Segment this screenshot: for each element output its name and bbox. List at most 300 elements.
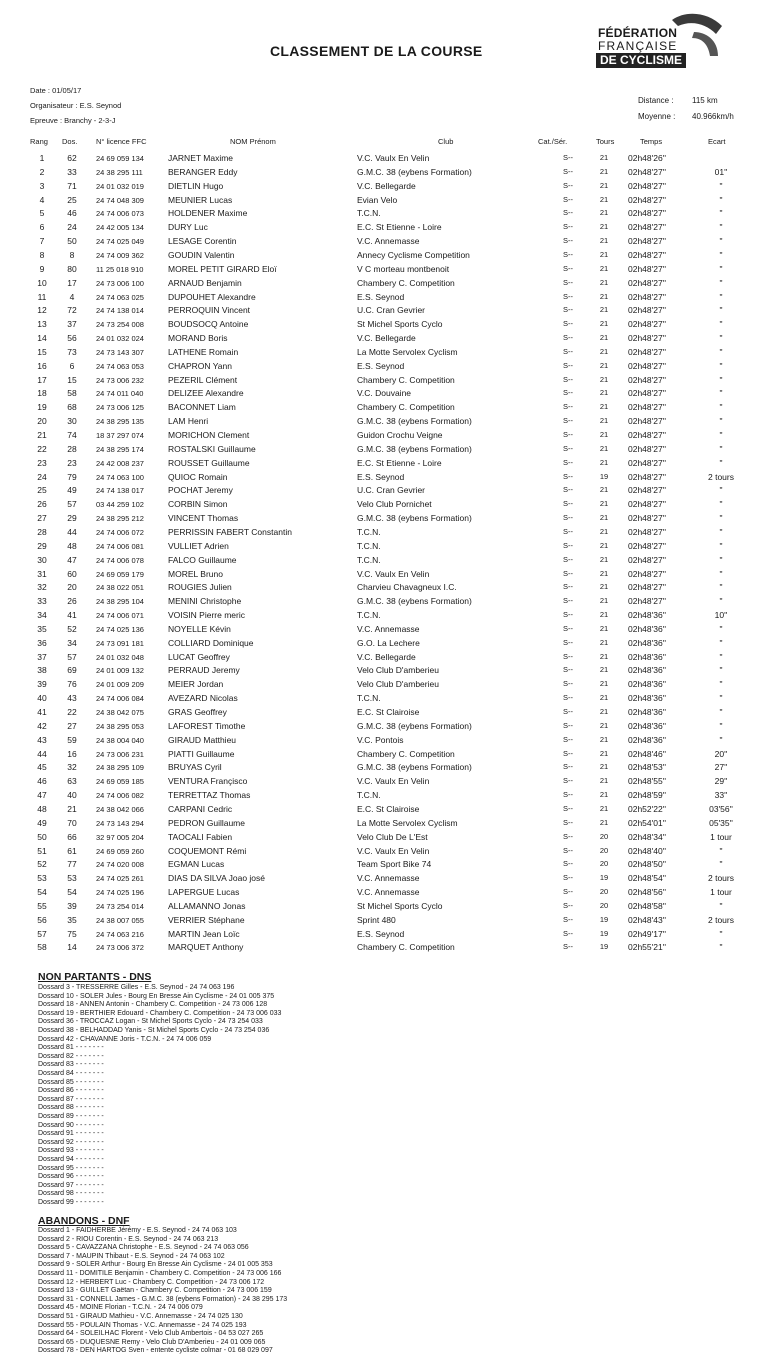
rider-name-cell: TAOCALI Fabien bbox=[168, 831, 233, 842]
club-cell: Velo Club Pornichet bbox=[357, 499, 432, 510]
rider-name-cell: QUIOC Romain bbox=[168, 471, 228, 482]
laps-cell: 20 bbox=[599, 845, 609, 855]
rank-cell: 40 bbox=[37, 693, 47, 704]
time-cell: 02h48'27'' bbox=[628, 346, 666, 357]
laps-cell: 21 bbox=[599, 540, 609, 550]
club-cell: Evian Velo bbox=[357, 194, 398, 205]
rank-cell: 49 bbox=[37, 817, 47, 828]
bib-cell: 14 bbox=[67, 942, 77, 953]
category-cell: S-- bbox=[563, 416, 573, 426]
page-title: CLASSEMENT DE LA COURSE bbox=[270, 43, 483, 59]
club-cell: V.C. Vaulx En Velin bbox=[357, 776, 430, 787]
rank-cell: 24 bbox=[37, 471, 47, 482]
bib-cell: 57 bbox=[67, 499, 77, 510]
time-cell: 02h48'27'' bbox=[628, 360, 666, 371]
time-cell: 02h48'36'' bbox=[628, 623, 666, 634]
rank-cell: 50 bbox=[37, 831, 47, 842]
time-cell: 02h48'27'' bbox=[628, 457, 666, 468]
table-row bbox=[0, 333, 768, 347]
rank-cell: 58 bbox=[37, 942, 47, 953]
rider-name-cell: GIRAUD Matthieu bbox=[168, 734, 237, 745]
bib-cell: 21 bbox=[67, 803, 77, 814]
list-item: Dossard 88 - - - - - - - bbox=[38, 1104, 104, 1112]
club-cell: G.M.C. 38 (eybens Formation) bbox=[357, 720, 472, 731]
gap-cell: " bbox=[719, 416, 723, 427]
club-cell: T.C.N. bbox=[357, 540, 381, 551]
list-item: Dossard 98 - - - - - - - bbox=[38, 1190, 104, 1198]
list-item: Dossard 38 - BELHADDAD Yanis - St Michel Sports Cyclo - 24 73 254 036 bbox=[38, 1027, 270, 1034]
laps-cell: 19 bbox=[599, 471, 609, 481]
gap-cell: " bbox=[719, 249, 723, 260]
category-cell: S-- bbox=[563, 928, 573, 938]
rider-name-cell: MOREL PETIT GIRARD Eloï bbox=[168, 263, 277, 274]
bib-cell: 54 bbox=[67, 887, 77, 898]
category-cell: S-- bbox=[563, 568, 573, 578]
rank-cell: 26 bbox=[37, 499, 47, 510]
gap-cell: 2 tours bbox=[708, 471, 734, 482]
table-row bbox=[0, 430, 768, 444]
licence-cell: 24 42 008 237 bbox=[96, 458, 144, 468]
club-cell: V.C. Annemasse bbox=[357, 873, 420, 884]
gap-cell: " bbox=[719, 942, 723, 953]
category-cell: S-- bbox=[563, 540, 573, 550]
category-cell: S-- bbox=[563, 526, 573, 536]
rider-name-cell: MARTIN Jean Loïc bbox=[168, 928, 240, 939]
rider-name-cell: BACONNET Liam bbox=[168, 402, 236, 413]
rank-cell: 5 bbox=[39, 208, 45, 219]
header-licence: N° licence FFC bbox=[96, 137, 147, 146]
laps-cell: 21 bbox=[599, 720, 609, 730]
table-row bbox=[0, 942, 768, 956]
category-cell: S-- bbox=[563, 457, 573, 467]
laps-cell: 21 bbox=[599, 360, 609, 370]
rank-cell: 20 bbox=[37, 416, 47, 427]
list-item: Dossard 9 - SOLER Arthur - Bourg En Bresse Ain Cyclisme - 24 01 005 353 bbox=[38, 1261, 273, 1269]
licence-cell: 24 38 295 135 bbox=[96, 417, 144, 427]
licence-cell: 24 74 006 071 bbox=[96, 611, 144, 621]
rider-name-cell: GRAS Geoffrey bbox=[168, 707, 227, 717]
table-row bbox=[0, 818, 768, 832]
category-cell: S-- bbox=[563, 900, 573, 910]
club-cell: T.C.N. bbox=[357, 208, 381, 219]
licence-cell: 24 38 295 111 bbox=[96, 167, 143, 177]
table-row bbox=[0, 416, 768, 430]
rider-name-cell: BRUYAS Cyril bbox=[168, 762, 222, 773]
bib-cell: 35 bbox=[67, 914, 77, 925]
bib-cell: 44 bbox=[67, 526, 77, 537]
licence-cell: 24 38 022 051 bbox=[96, 583, 144, 593]
category-cell: S-- bbox=[563, 443, 573, 453]
licence-cell: 24 01 009 132 bbox=[96, 666, 144, 676]
bib-cell: 22 bbox=[67, 707, 77, 717]
category-cell: S-- bbox=[563, 790, 573, 800]
bib-cell: 58 bbox=[67, 388, 77, 399]
club-cell: V.C. Vaulx En Velin bbox=[357, 568, 430, 579]
table-row bbox=[0, 181, 768, 195]
rider-name-cell: POCHAT Jeremy bbox=[168, 485, 233, 496]
list-item: Dossard 91 - - - - - - - bbox=[38, 1130, 104, 1138]
rider-name-cell: MARQUET Anthony bbox=[168, 942, 244, 953]
bib-cell: 23 bbox=[67, 457, 77, 468]
rank-cell: 17 bbox=[37, 374, 47, 385]
time-cell: 02h48'27'' bbox=[628, 374, 666, 385]
rider-name-cell: ROUGIES Julien bbox=[168, 582, 232, 593]
laps-cell: 21 bbox=[599, 790, 609, 800]
table-row bbox=[0, 929, 768, 943]
gap-cell: " bbox=[719, 499, 723, 510]
time-cell: 02h48'59'' bbox=[628, 790, 666, 801]
licence-cell: 24 73 006 372 bbox=[96, 943, 144, 953]
laps-cell: 21 bbox=[599, 153, 609, 162]
bib-cell: 57 bbox=[67, 651, 77, 662]
gap-cell: " bbox=[719, 665, 723, 676]
licence-cell: 24 73 143 294 bbox=[96, 818, 144, 828]
club-cell: V.C. Bellegarde bbox=[357, 333, 416, 344]
laps-cell: 21 bbox=[599, 679, 609, 689]
time-cell: 02h48'27'' bbox=[628, 249, 666, 260]
time-cell: 02h48'27'' bbox=[628, 582, 666, 593]
licence-cell: 24 74 006 072 bbox=[96, 527, 144, 537]
laps-cell: 21 bbox=[599, 374, 609, 384]
time-cell: 02h48'27'' bbox=[628, 194, 666, 205]
list-item: Dossard 90 - - - - - - - bbox=[38, 1121, 104, 1129]
bib-cell: 37 bbox=[67, 319, 77, 330]
list-item: Dossard 31 - CONNELL James - G.M.C. 38 (eybens Formation) - 24 38 295 173 bbox=[38, 1295, 288, 1303]
laps-cell: 21 bbox=[599, 651, 609, 661]
category-cell: S-- bbox=[563, 623, 573, 633]
licence-cell: 24 42 005 134 bbox=[96, 223, 144, 233]
bib-cell: 20 bbox=[67, 582, 77, 593]
header-nom: NOM Prénom bbox=[230, 137, 276, 146]
laps-cell: 21 bbox=[599, 499, 609, 509]
rank-cell: 55 bbox=[37, 900, 47, 911]
list-item: Dossard 84 - - - - - - - bbox=[38, 1070, 104, 1077]
laps-cell: 21 bbox=[599, 194, 609, 204]
bib-cell: 62 bbox=[67, 153, 77, 163]
time-cell: 02h48'27'' bbox=[628, 291, 666, 302]
gap-cell: " bbox=[719, 554, 723, 565]
gap-cell: 1 tour bbox=[710, 831, 732, 842]
gap-cell: 03'56'' bbox=[709, 803, 733, 814]
table-row bbox=[0, 665, 768, 679]
header-ecart: Ecart bbox=[708, 137, 726, 146]
time-cell: 02h48'27'' bbox=[628, 443, 666, 454]
time-cell: 02h48'50'' bbox=[628, 859, 666, 870]
club-cell: E.C. St Etienne - Loire bbox=[357, 457, 442, 468]
list-item: Dossard 97 - - - - - - - bbox=[38, 1181, 104, 1189]
gap-cell: " bbox=[719, 194, 723, 205]
header-temps: Temps bbox=[640, 137, 663, 146]
licence-cell: 24 74 063 053 bbox=[96, 361, 144, 371]
rider-name-cell: VINCENT Thomas bbox=[168, 513, 239, 524]
time-cell: 02h48'27'' bbox=[628, 166, 666, 177]
licence-cell: 24 74 006 082 bbox=[96, 791, 144, 801]
category-cell: S-- bbox=[563, 471, 573, 481]
table-row bbox=[0, 915, 768, 929]
table-row bbox=[0, 388, 768, 402]
laps-cell: 20 bbox=[599, 831, 609, 841]
rank-cell: 12 bbox=[37, 305, 47, 316]
club-cell: E.S. Seynod bbox=[357, 360, 405, 371]
table-row bbox=[0, 305, 768, 319]
licence-cell: 24 01 032 048 bbox=[96, 652, 144, 662]
bib-cell: 72 bbox=[67, 305, 77, 316]
licence-cell: 24 38 042 075 bbox=[96, 708, 144, 717]
gap-cell: 20'' bbox=[714, 748, 728, 759]
club-cell: Chambery C. Competition bbox=[357, 748, 455, 759]
bib-cell: 53 bbox=[67, 873, 77, 884]
club-cell: E.C. St Etienne - Loire bbox=[357, 222, 442, 233]
list-item: Dossard 55 - POULAIN Thomas - V.C. Annemasse - 24 74 025 193 bbox=[38, 1321, 247, 1329]
club-cell: E.S. Seynod bbox=[357, 471, 405, 482]
time-cell: 02h48'36'' bbox=[628, 651, 666, 662]
laps-cell: 21 bbox=[599, 817, 609, 827]
list-item: Dossard 83 - - - - - - - bbox=[38, 1061, 104, 1069]
table-row bbox=[0, 319, 768, 333]
logo-line-3: DE CYCLISME bbox=[596, 53, 686, 68]
licence-cell: 24 74 025 136 bbox=[96, 624, 144, 634]
rider-name-cell: BERANGER Eddy bbox=[168, 166, 238, 177]
bib-cell: 32 bbox=[67, 762, 77, 773]
distance-label: Distance : bbox=[638, 96, 674, 105]
gap-cell: " bbox=[719, 222, 723, 233]
table-row bbox=[0, 541, 768, 555]
time-cell: 02h48'27'' bbox=[628, 526, 666, 537]
laps-cell: 20 bbox=[599, 900, 609, 910]
rank-cell: 3 bbox=[39, 180, 45, 191]
licence-cell: 24 01 032 019 bbox=[96, 181, 144, 191]
club-cell: T.C.N. bbox=[357, 554, 381, 565]
dns-title: NON PARTANTS - DNS bbox=[38, 971, 152, 983]
time-cell: 02h48'27'' bbox=[628, 430, 666, 440]
category-cell: S-- bbox=[563, 748, 573, 758]
list-item: Dossard 65 - DUQUESNE Remy - Velo Club D'Amberieu - 24 01 009 065 bbox=[38, 1338, 266, 1346]
rider-name-cell: ARNAUD Benjamin bbox=[168, 277, 242, 288]
licence-cell: 24 69 059 260 bbox=[96, 846, 144, 856]
club-cell: Charvieu Chavagneux I.C. bbox=[357, 582, 457, 593]
laps-cell: 21 bbox=[599, 249, 609, 259]
category-cell: S-- bbox=[563, 582, 573, 592]
list-item: Dossard 78 - DEN HARTOG Sven - entente cycliste colmar - 01 68 029 097 bbox=[38, 1347, 273, 1355]
laps-cell: 19 bbox=[599, 914, 609, 924]
time-cell: 02h48'43'' bbox=[628, 914, 666, 925]
list-item: Dossard 36 - TROCCAZ Logan - St Michel Sports Cyclo - 24 73 254 033 bbox=[38, 1018, 263, 1026]
list-item: Dossard 1 - FAIDHERBE Jérémy - E.S. Seynod - 24 74 063 103 bbox=[38, 1227, 237, 1234]
list-item: Dossard 96 - - - - - - - bbox=[38, 1173, 104, 1181]
rider-name-cell: PERRISSIN FABERT Constantin bbox=[168, 526, 292, 537]
laps-cell: 21 bbox=[599, 416, 609, 426]
table-row bbox=[0, 596, 768, 610]
rider-name-cell: DIAS DA SILVA Joao josé bbox=[168, 873, 266, 884]
laps-cell: 21 bbox=[599, 582, 609, 592]
licence-cell: 18 37 297 074 bbox=[96, 431, 144, 440]
time-cell: 02h48'36'' bbox=[628, 734, 666, 745]
category-cell: S-- bbox=[563, 249, 573, 259]
club-cell: T.C.N. bbox=[357, 693, 381, 704]
licence-cell: 24 38 295 174 bbox=[96, 444, 144, 454]
average-speed-value: 40.966km/h bbox=[692, 112, 734, 121]
gap-cell: " bbox=[719, 485, 723, 496]
rank-cell: 4 bbox=[39, 194, 45, 205]
bib-cell: 63 bbox=[67, 776, 77, 787]
gap-cell: " bbox=[719, 513, 723, 524]
rank-cell: 30 bbox=[37, 554, 47, 565]
laps-cell: 20 bbox=[599, 887, 609, 897]
table-row bbox=[0, 236, 768, 250]
time-cell: 02h48'27'' bbox=[628, 305, 666, 316]
table-row bbox=[0, 762, 768, 776]
table-row bbox=[0, 610, 768, 624]
average-speed-label: Moyenne : bbox=[638, 112, 676, 121]
licence-cell: 24 74 025 196 bbox=[96, 888, 144, 898]
table-row bbox=[0, 375, 768, 389]
rider-name-cell: MEIER Jordan bbox=[168, 679, 224, 690]
list-item: Dossard 99 - - - - - - - bbox=[38, 1199, 104, 1206]
list-item: Dossard 87 - - - - - - - bbox=[38, 1095, 104, 1103]
list-item: Dossard 64 - SOLEILHAC Florent - Velo Club Ambertois - 04 53 027 265 bbox=[38, 1330, 264, 1338]
time-cell: 02h48'34'' bbox=[628, 831, 666, 842]
licence-cell: 24 74 063 025 bbox=[96, 292, 144, 302]
category-cell: S-- bbox=[563, 803, 573, 813]
time-cell: 02h48'27'' bbox=[628, 208, 666, 219]
list-item: Dossard 51 - GIRAUD Mathieu - V.C. Annemasse - 24 74 025 130 bbox=[38, 1313, 243, 1320]
club-cell: G.M.C. 38 (eybens Formation) bbox=[357, 513, 472, 524]
gap-cell: " bbox=[719, 277, 723, 288]
rider-name-cell: MORICHON Clement bbox=[168, 430, 250, 440]
club-cell: Chambery C. Competition bbox=[357, 402, 455, 413]
time-cell: 02h48'27'' bbox=[628, 222, 666, 233]
gap-cell: " bbox=[719, 360, 723, 371]
club-cell: E.S. Seynod bbox=[357, 928, 405, 939]
club-cell: V.C. Pontois bbox=[357, 734, 404, 745]
bib-cell: 39 bbox=[67, 900, 77, 911]
category-cell: S-- bbox=[563, 665, 573, 675]
time-cell: 02h48'46'' bbox=[628, 748, 666, 759]
rider-name-cell: DIETLIN Hugo bbox=[168, 180, 224, 191]
club-cell: St Michel Sports Cyclo bbox=[357, 900, 443, 911]
table-row bbox=[0, 846, 768, 860]
laps-cell: 21 bbox=[599, 568, 609, 578]
club-cell: T.C.N. bbox=[357, 610, 381, 621]
bib-cell: 8 bbox=[69, 249, 75, 260]
rank-cell: 36 bbox=[37, 637, 47, 648]
time-cell: 02h48'36'' bbox=[628, 665, 666, 676]
licence-cell: 24 74 138 017 bbox=[96, 486, 144, 496]
category-cell: S-- bbox=[563, 485, 573, 495]
bib-cell: 71 bbox=[67, 180, 77, 191]
rider-name-cell: LAM Henri bbox=[168, 416, 209, 427]
club-cell: E.C. St Clairoise bbox=[357, 803, 420, 814]
table-row bbox=[0, 832, 768, 846]
category-cell: S-- bbox=[563, 236, 573, 246]
gap-cell: 01'' bbox=[714, 166, 728, 177]
category-cell: S-- bbox=[563, 859, 573, 869]
rider-name-cell: LAPERGUE Lucas bbox=[168, 887, 240, 898]
table-row bbox=[0, 638, 768, 652]
licence-cell: 24 69 059 185 bbox=[96, 777, 144, 787]
category-cell: S-- bbox=[563, 194, 573, 204]
club-cell: Sprint 480 bbox=[357, 914, 396, 925]
club-cell: V.C. Bellegarde bbox=[357, 651, 416, 662]
category-cell: S-- bbox=[563, 720, 573, 730]
club-cell: G.O. La Lechere bbox=[357, 637, 420, 648]
gap-cell: " bbox=[719, 540, 723, 551]
table-row bbox=[0, 555, 768, 569]
rank-cell: 51 bbox=[37, 845, 47, 856]
gap-cell: " bbox=[719, 623, 723, 634]
bib-cell: 43 bbox=[67, 693, 77, 704]
table-row bbox=[0, 499, 768, 513]
rank-cell: 48 bbox=[37, 803, 47, 814]
gap-cell: " bbox=[719, 305, 723, 316]
rider-name-cell: COLLIARD Dominique bbox=[168, 637, 254, 648]
rider-name-cell: LESAGE Corentin bbox=[168, 236, 237, 247]
category-cell: S-- bbox=[563, 208, 573, 218]
bib-cell: 59 bbox=[67, 734, 77, 745]
rider-name-cell: PERRAUD Jeremy bbox=[168, 665, 240, 676]
category-cell: S-- bbox=[563, 554, 573, 564]
laps-cell: 21 bbox=[599, 623, 609, 633]
table-row bbox=[0, 624, 768, 638]
laps-cell: 21 bbox=[599, 485, 609, 495]
gap-cell: " bbox=[719, 333, 723, 344]
category-cell: S-- bbox=[563, 762, 573, 772]
laps-cell: 21 bbox=[599, 263, 609, 273]
licence-cell: 24 73 091 181 bbox=[96, 638, 144, 648]
category-cell: S-- bbox=[563, 914, 573, 924]
rank-cell: 42 bbox=[37, 720, 47, 731]
club-cell: E.S. Seynod bbox=[357, 291, 405, 302]
list-item: Dossard 3 - TRESSERRE Gilles - E.S. Seynod - 24 74 063 196 bbox=[38, 984, 235, 991]
time-cell: 02h48'27'' bbox=[628, 554, 666, 565]
list-item: Dossard 10 - SOLER Jules - Bourg En Bresse Ain Cyclisme - 24 01 005 375 bbox=[38, 992, 275, 1000]
table-row bbox=[0, 264, 768, 278]
header-club: Club bbox=[438, 137, 454, 146]
category-cell: S-- bbox=[563, 831, 573, 841]
licence-cell: 24 69 059 134 bbox=[96, 154, 144, 163]
list-item: Dossard 18 - ANNEN Antonin - Chambery C. Competition - 24 73 006 128 bbox=[38, 1001, 268, 1009]
time-cell: 02h48'26'' bbox=[628, 153, 666, 163]
rider-name-cell: HOLDENER Maxime bbox=[168, 208, 248, 219]
rider-name-cell: COQUEMONT Rémi bbox=[168, 845, 247, 856]
table-row bbox=[0, 347, 768, 361]
time-cell: 02h49'17'' bbox=[628, 928, 666, 939]
time-cell: 02h52'22'' bbox=[628, 803, 666, 814]
gap-cell: " bbox=[719, 374, 723, 385]
licence-cell: 24 74 138 014 bbox=[96, 306, 144, 316]
laps-cell: 21 bbox=[599, 665, 609, 675]
table-row bbox=[0, 402, 768, 416]
gap-cell: 29'' bbox=[714, 776, 728, 787]
licence-cell: 24 74 009 362 bbox=[96, 250, 144, 260]
licence-cell: 24 38 295 212 bbox=[96, 514, 144, 524]
bib-cell: 47 bbox=[67, 554, 77, 565]
club-cell: G.M.C. 38 (eybens Formation) bbox=[357, 443, 472, 454]
gap-cell: " bbox=[719, 679, 723, 690]
laps-cell: 21 bbox=[599, 554, 609, 564]
gap-cell: " bbox=[719, 180, 723, 191]
bib-cell: 30 bbox=[67, 416, 77, 427]
laps-cell: 21 bbox=[599, 457, 609, 467]
table-row bbox=[0, 776, 768, 790]
time-cell: 02h48'53'' bbox=[628, 762, 666, 773]
club-cell: V.C. Vaulx En Velin bbox=[357, 153, 430, 163]
bib-cell: 75 bbox=[67, 928, 77, 939]
distance-value: 115 km bbox=[692, 96, 718, 105]
rider-name-cell: CARPANI Cedric bbox=[168, 803, 233, 814]
licence-cell: 24 74 063 216 bbox=[96, 929, 144, 939]
rider-name-cell: FALCO Guillaume bbox=[168, 554, 237, 565]
